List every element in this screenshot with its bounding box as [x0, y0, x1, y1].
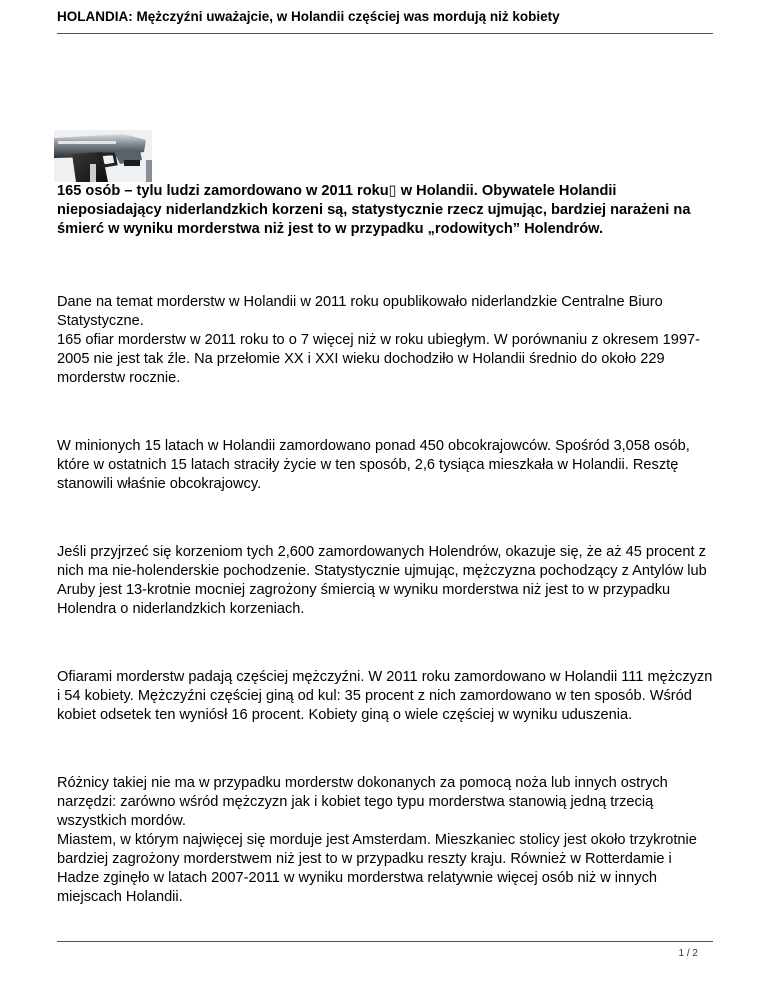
paragraph: 165 ofiar morderstw w 2011 roku to o 7 więcej niż w roku ubiegłym. W porównaniu z okresem 1997-2005 nie jest tak źle. Na przełomie XX i XXI wieku dochodziło w Holandii średnio do około 229 morderstw rocznie.: [57, 332, 700, 386]
pistol-photo: [54, 130, 152, 182]
page-title: HOLANDIA: Mężczyźni uważajcie, w Holandii częściej was mordują niż kobiety: [57, 9, 560, 24]
paragraph: Dane na temat morderstw w Holandii w 2011 roku opublikowało niderlandzkie Centralne Biuro Statystyczne.: [57, 294, 663, 329]
paragraph: Miastem, w którym najwięcej się morduje jest Amsterdam. Mieszkaniec stolicy jest około trzykrotnie bardziej zagrożony morderstwem niż jest to w przypadku reszty kraju. Również w Rotterdamie i Hadze zginęło w latach 2007-2011 w wyniku morderstwa relatywnie więcej osób niż w innych miejscach Holandii.: [57, 832, 697, 905]
page-number: 1 / 2: [678, 948, 698, 959]
paragraph: Różnicy takiej nie ma w przypadku morderstw dokonanych za pomocą noża lub innych ostrych narzędzi: zarówno wśród mężczyzn jak i kobiet tego typu morderstwa stanowią jedną trzecią wszystkich mordów.: [57, 775, 668, 829]
paragraph: W minionych 15 latach w Holandii zamordowano ponad 450 obcokrajowców. Spośród 3,058 osób, które w ostatnich 15 latach straciły życie w ten sposób, 2,6 tysiąca mieszkała w Holandii. Resztę stanowili właśnie obcokrajowcy.: [57, 438, 690, 492]
article-body: [57, 182, 717, 907]
paragraph: Ofiarami morderstw padają częściej mężczyźni. W 2011 roku zamordowano w Holandii 111 mężczyzn i 54 kobiety. Mężczyźni częściej giną od kul: 35 procent z nich zamordowano w ten sposób. Wśród kobiet odsetek ten wyniósł 16 procent. Kobiety giną o wiele częściej w wyniku uduszenia.: [57, 669, 713, 723]
paragraph: Jeśli przyjrzeć się korzeniom tych 2,600 zamordowanych Holendrów, okazuje się, że aż 45 procent z nich ma nie-holenderskie pochodzenie. Statystycznie ujmując, mężczyzna pochodzący z Antylów lub Aruby jest 13-krotnie mocniej zagrożony śmiercią w wyniku morderstwa niż jest to w przypadku Holendra o niderlandzkich korzeniach.: [57, 544, 707, 617]
footer-divider: [57, 941, 713, 942]
pistol-image-icon: [54, 130, 152, 182]
article-lead: 165 osób – tylu ludzi zamordowano w 2011 roku▯ w Holandii. Obywatele Holandii nieposiadający niderlandzkich korzeni są, statystycznie rzecz ujmując, bardziej narażeni na śmierć w wyniku morderstwa niż jest to w przypadku „rodowitych” Holendrów.: [57, 183, 691, 237]
header-divider: [57, 33, 713, 34]
